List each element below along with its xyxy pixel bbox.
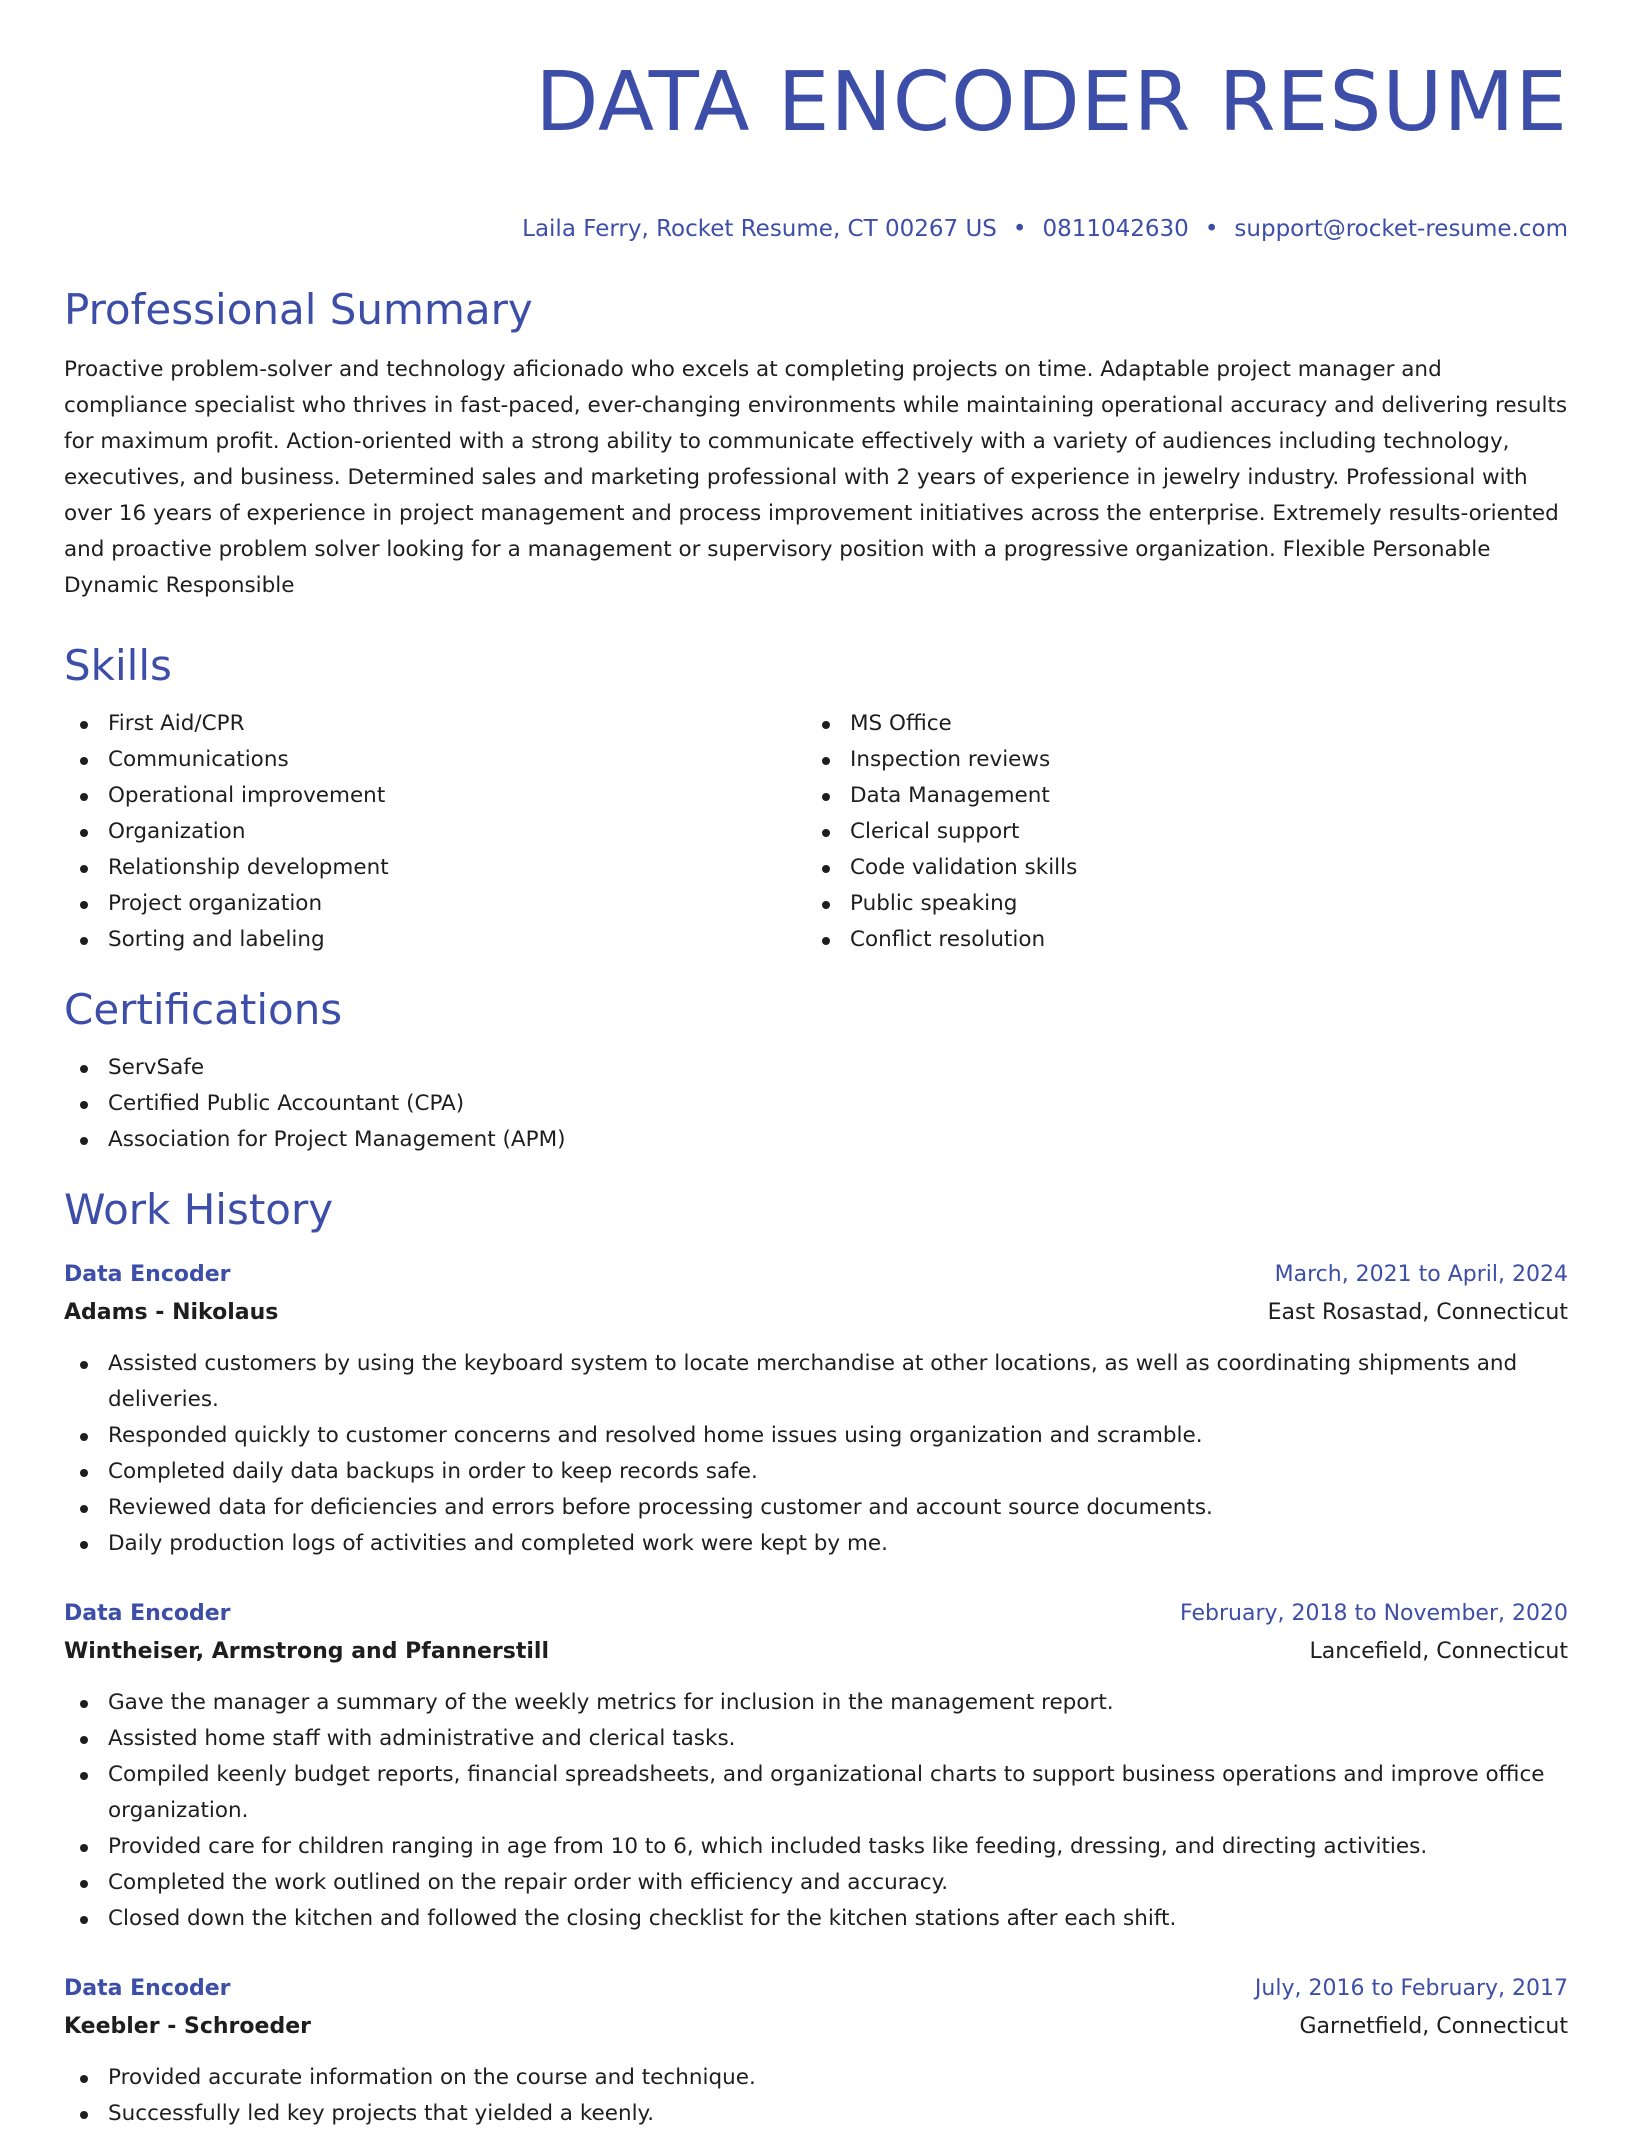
job-dates: July, 2016 to February, 2017 [1254,1976,1568,2001]
certifications-heading: Certifications [64,985,343,1034]
job-dates: February, 2018 to November, 2020 [1180,1601,1568,1626]
job-header-row [64,1595,1568,1633]
job-bullet: Assisted home staff with administrative and clerical tasks. [64,1721,1568,1757]
job-bullet: Assisted customers by using the keyboard system to locate merchandise at other locations, as well as coordinating shipments and deliveries. [64,1346,1568,1418]
job-bullet: Completed the work outlined on the repair order with efficiency and accuracy. [64,1865,1568,1901]
job-bullet: Successfully led key projects that yielded a keenly. [64,2096,1568,2132]
job-company: Keebler - Schroeder [64,2014,311,2039]
job-bullet: Responded quickly to customer concerns and resolved home issues using organization and scramble. [64,1418,1568,1454]
skill-item: Data Management [806,778,1548,814]
job-entry [64,1595,1568,1937]
job-header-row [64,1970,1568,2008]
job-company-row [64,2008,1568,2046]
job-dates: March, 2021 to April, 2024 [1274,1262,1568,1287]
job-location: Lancefield, Connecticut [1309,1639,1568,1664]
contact-separator: • [1012,216,1027,242]
skill-item: MS Office [806,706,1548,742]
skills-column-right [806,706,1548,958]
skill-item: Project organization [64,886,806,922]
skill-item: Code validation skills [806,850,1548,886]
job-location: East Rosastad, Connecticut [1267,1300,1568,1325]
skill-item: Sorting and labeling [64,922,806,958]
job-title: Data Encoder [64,1601,231,1626]
skills-column-left [64,706,806,958]
job-bullet: Provided care for children ranging in age from 10 to 6, which included tasks like feeding, dressing, and directing activities. [64,1829,1568,1865]
skill-item: First Aid/CPR [64,706,806,742]
certifications-list [64,1050,1568,1158]
contact-line [64,214,1568,244]
job-bullet: Daily production logs of activities and completed work were kept by me. [64,1526,1568,1562]
page-title: DATA ENCODER RESUME [535,55,1568,150]
job-location: Garnetfield, Connecticut [1299,2014,1568,2039]
job-entry [64,1256,1568,1562]
contact-email: support@rocket-resume.com [1234,216,1568,242]
job-title: Data Encoder [64,1976,231,2001]
skills-heading: Skills [64,641,172,690]
job-header-row [64,1256,1568,1294]
skill-item: Clerical support [806,814,1548,850]
contact-separator: • [1204,216,1219,242]
skill-item: Operational improvement [64,778,806,814]
job-bullet: Compiled keenly budget reports, financial spreadsheets, and organizational charts to support business operations and improve office organization. [64,1757,1568,1829]
skill-item: Relationship development [64,850,806,886]
job-bullet: Gave the manager a summary of the weekly metrics for inclusion in the management report. [64,1685,1568,1721]
certification-item: ServSafe [64,1050,1568,1086]
contact-phone: 0811042630 [1042,216,1189,242]
skill-item: Conflict resolution [806,922,1548,958]
job-company: Adams - Nikolaus [64,1300,279,1325]
contact-address: Laila Ferry, Rocket Resume, CT 00267 US [522,216,997,242]
work-history-heading: Work History [64,1185,334,1234]
job-company-row [64,1633,1568,1671]
job-bullet: Provided accurate information on the course and technique. [64,2060,1568,2096]
skill-item: Communications [64,742,806,778]
job-entry [64,1970,1568,2132]
job-bullet: Closed down the kitchen and followed the closing checklist for the kitchen stations after each shift. [64,1901,1568,1937]
certification-item: Association for Project Management (APM) [64,1122,1568,1158]
job-bullet: Reviewed data for deficiencies and errors before processing customer and account source documents. [64,1490,1568,1526]
certification-item: Certified Public Accountant (CPA) [64,1086,1568,1122]
summary-heading: Professional Summary [64,285,533,334]
job-company: Wintheiser, Armstrong and Pfannerstill [64,1639,549,1664]
job-bullets [64,2060,1568,2132]
job-title: Data Encoder [64,1262,231,1287]
skills-list [64,706,1568,958]
job-company-row [64,1294,1568,1332]
job-bullets [64,1346,1568,1562]
summary-text: Proactive problem-solver and technology aficionado who excels at completing projects on time. Adaptable project manager and compliance specialist who thrives in fast-paced, ever-changing environments while maintaining operational accuracy and delivering results for maximum profit. Action-oriented with a strong ability to communicate effectively with a variety of audiences including technology, executives, and business. Determined sales and marketing professional with 2 years of experience in jewelry industry. Professional with over 16 years of experience in project management and process improvement initiatives across the enterprise. Extremely results-oriented and proactive problem solver looking for a management or supervisory position with a progressive organization. Flexible Personable Dynamic Responsible [64,357,1568,598]
job-bullets [64,1685,1568,1937]
skill-item: Public speaking [806,886,1548,922]
skill-item: Inspection reviews [806,742,1548,778]
skill-item: Organization [64,814,806,850]
job-bullet: Completed daily data backups in order to keep records safe. [64,1454,1568,1490]
